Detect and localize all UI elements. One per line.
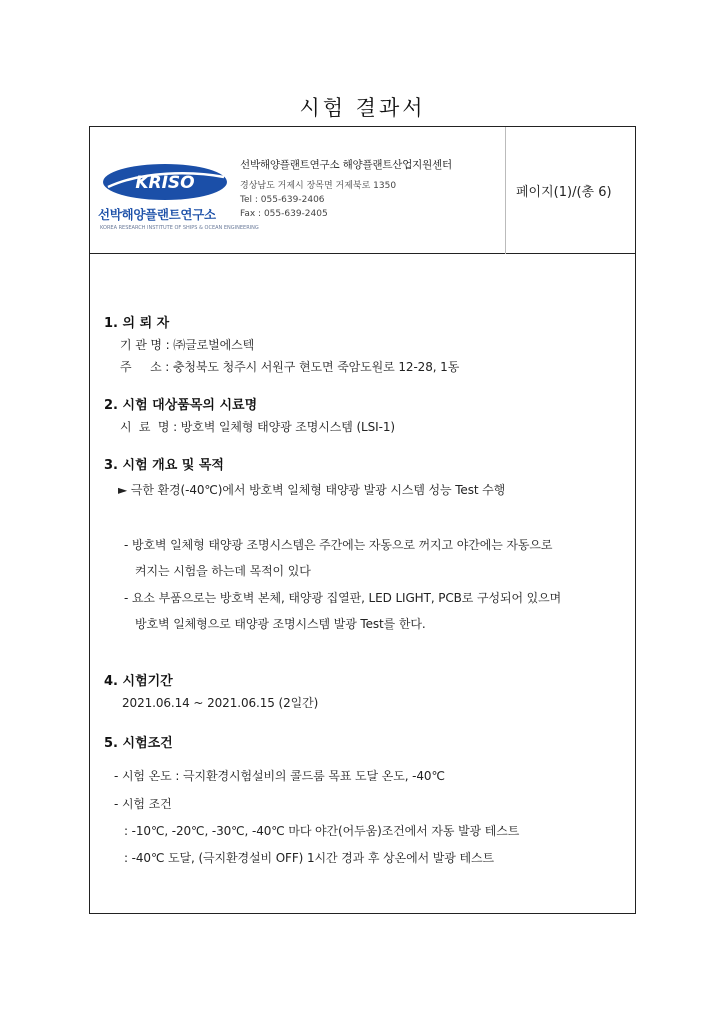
kriso-logo-emblem: [102, 163, 228, 201]
report-header: [90, 127, 635, 254]
test-condition-label: - 시험 조건: [114, 797, 172, 811]
document-title: 시험 결과서: [299, 96, 426, 120]
sample-value: : 방호벽 일체형 태양광 조명시스템 (LSI-1): [173, 420, 395, 434]
page-number: 페이지(1)/(총 6): [516, 185, 612, 200]
agency-label: 기 관 명: [120, 338, 162, 352]
section-5-heading: 5. 시험조건: [104, 736, 173, 751]
purpose-bullet: ► 극한 환경(-40℃)에서 방호벽 일체형 태양광 발광 시스템 성능 Test 수행: [118, 483, 506, 497]
address-row: [120, 358, 459, 375]
sample-row: [120, 418, 395, 435]
test-period: 2021.06.14 ~ 2021.06.15 (2일간): [122, 696, 319, 710]
address-value: : 충청북도 청주시 서원구 현도면 죽암도원로 12-28, 1동: [165, 360, 460, 374]
purpose-paragraph-2a: - 요소 부품으로는 방호벽 본체, 태양광 집열판, LED LIGHT, PCB로 구성되어 있으며: [124, 591, 562, 605]
logo-name-en: KOREA RESEARCH INSTITUTE OF SHIPS & OCEAN ENGINEERING: [100, 225, 259, 231]
section-1-heading: 1. 의 뢰 자: [104, 316, 170, 331]
logo-name-ko: 선박해양플랜트연구소: [98, 207, 216, 222]
kriso-logo: [98, 157, 259, 235]
org-fax: Fax : 055-639-2405: [240, 209, 328, 219]
test-condition-1: : -10℃, -20℃, -30℃, -40℃ 마다 야간(어두움)조건에서 자동 발광 테스트: [124, 824, 520, 838]
org-name: 선박해양플랜트연구소 해양플랜트산업지원센터: [240, 159, 452, 171]
purpose-paragraph-1a: - 방호벽 일체형 태양광 조명시스템은 주간에는 자동으로 꺼지고 야간에는 자동으로: [124, 538, 553, 552]
agency-row: [120, 336, 254, 353]
agency-value: : ㈜글로벌에스텍: [165, 338, 255, 352]
address-label: 주 소: [120, 360, 162, 374]
test-temperature: - 시험 온도 : 극지환경시험설비의 콜드룸 목표 도달 온도, -40℃: [114, 769, 445, 783]
section-2-heading: 2. 시험 대상품목의 시료명: [104, 398, 258, 413]
logo-wordmark: KRISO: [135, 173, 195, 193]
sample-label: 시 료 명: [120, 420, 170, 434]
org-address: 경상남도 거제시 장목면 거제북로 1350: [240, 181, 397, 191]
page-number-cell: [505, 127, 635, 254]
org-tel: Tel : 055-639-2406: [240, 195, 325, 205]
purpose-paragraph-1b: 켜지는 시험을 하는데 목적이 있다: [135, 564, 311, 578]
organization-info: [240, 157, 510, 219]
section-3-heading: 3. 시험 개요 및 목적: [104, 458, 224, 473]
test-condition-2: : -40℃ 도달, (극지환경설비 OFF) 1시간 경과 후 상온에서 발광 테스트: [124, 851, 494, 865]
section-4-heading: 4. 시험기간: [104, 674, 173, 689]
purpose-paragraph-2b: 방호벽 일체형으로 태양광 조명시스템 발광 Test를 한다.: [135, 617, 426, 631]
